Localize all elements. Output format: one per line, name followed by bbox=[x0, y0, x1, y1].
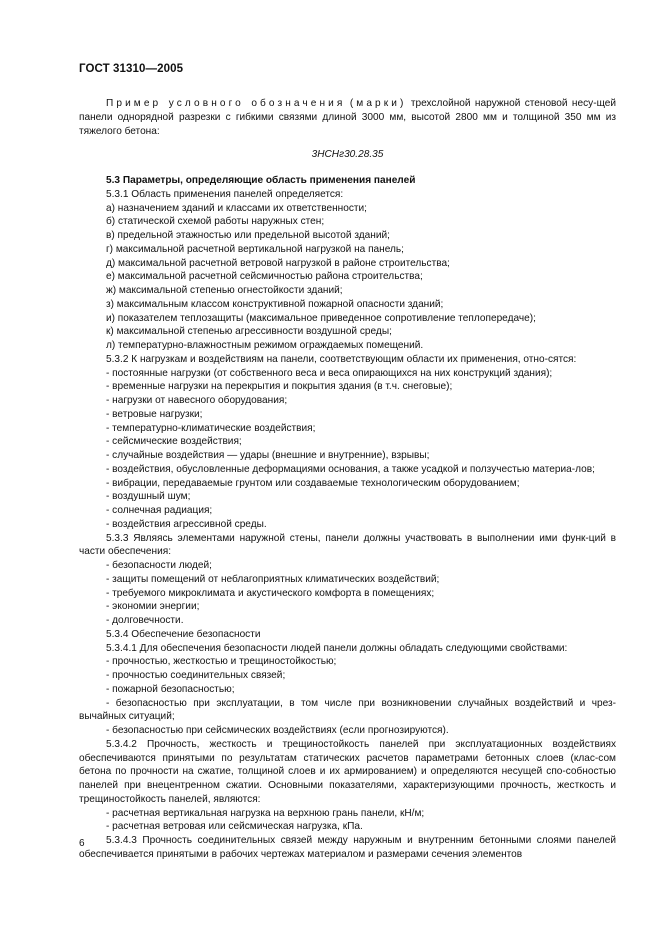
list-item: л) температурно-влажностным режимом ограждаемых помещений. bbox=[106, 340, 424, 351]
list-item: - расчетная ветровая или сейсмическая нагрузка, кПа. bbox=[106, 821, 363, 833]
list-safety bbox=[79, 655, 616, 738]
example-label: Пример условного обозначения bbox=[106, 98, 346, 109]
list-item: - нагрузки от навесного оборудования; bbox=[106, 395, 288, 406]
list-item: - температурно-климатические воздействия; bbox=[106, 422, 316, 434]
list-item: - безопасности людей; bbox=[106, 560, 212, 571]
list-item: - вибрации, передаваемые грунтом или создаваемые технологическим оборудованием; bbox=[106, 477, 520, 489]
list-item: з) максимальным классом конструктивной пожарной опасности зданий; bbox=[106, 298, 444, 310]
list-item: - воздушный шум; bbox=[106, 491, 191, 503]
list-item: - расчетная вертикальная нагрузка на верхнюю грань панели, кН/м; bbox=[106, 807, 425, 819]
list-loads bbox=[79, 367, 616, 532]
example-label-2: (марки) bbox=[349, 98, 407, 109]
list-item: - прочностью, жесткостью и трещиностойкостью; bbox=[106, 656, 337, 668]
clause-5-3-2: 5.3.2 К нагрузкам и воздействиям на панели, соответствующим области их применения, отно-сятся: bbox=[106, 353, 577, 365]
list-item: и) показателем теплозащиты (максимальное приведенное сопротивление теплопередаче); bbox=[106, 312, 536, 324]
list-item: - случайные воздействия — удары (внешние и внутренние), взрывы; bbox=[106, 450, 430, 461]
list-item: - долговечности. bbox=[106, 615, 184, 626]
list-item: а) назначением зданий и классами их ответственности; bbox=[106, 202, 367, 214]
list-indicators bbox=[79, 807, 616, 835]
list-item: - прочностью соединительных связей; bbox=[106, 670, 286, 681]
page-number: 6 bbox=[79, 838, 85, 849]
clause-5-3-4-2: 5.3.4.2 Прочность, жесткость и трещиностойкость панелей при эксплуатационных воздействиях обеспечиваются принятыми по результатам статических расчетов параметрами бетонных слоев (клас-сом бетона по прочности на сжатие, толщиной слоев и их армированием) и определяются несущей спо-собностью панелей при внецентренном сжатии. Основными показателями, характеризующими прочность, жесткость и трещиностойкость панелей, являются: bbox=[79, 738, 616, 805]
list-item: д) максимальной расчетной ветровой нагрузкой в районе строительства; bbox=[106, 257, 450, 269]
clause-5-3-3: 5.3.3 Являясь элементами наружной стены, панели должны участвовать в выполнении ими функ-ций в части обеспечения: bbox=[79, 532, 616, 558]
list-item: - требуемого микроклимата и акустического комфорта в помещениях; bbox=[106, 587, 435, 599]
list-item: в) предельной этажностью или предельной высотой зданий; bbox=[106, 230, 390, 241]
list-item: г) максимальной расчетной вертикальной нагрузкой на панель; bbox=[106, 243, 404, 255]
document-header: ГОСТ 31310—2005 bbox=[79, 63, 184, 75]
list-item: к) максимальной степенью агрессивности воздушной среды; bbox=[106, 326, 392, 338]
list-item: - ветровые нагрузки; bbox=[106, 408, 203, 420]
list-item: - сейсмические воздействия; bbox=[106, 436, 242, 448]
list-item: - постоянные нагрузки (от собственного веса и веса опирающихся на них конструкций здания); bbox=[106, 367, 553, 379]
list-item: - защиты помещений от неблагоприятных климатических воздействий; bbox=[106, 573, 440, 585]
list-item: - воздействия агрессивной среды. bbox=[106, 518, 267, 530]
section-heading: 5.3 Параметры, определяющие область применения панелей bbox=[106, 175, 416, 186]
list-item: - воздействия, обусловленные деформациями основания, а также усадкой и ползучестью материа-лов; bbox=[106, 463, 595, 475]
list-item: - пожарной безопасностью; bbox=[106, 683, 235, 695]
clause-5-3-4-1: 5.3.4.1 Для обеспечения безопасности людей панели должны обладать следующими свойствами: bbox=[106, 642, 568, 654]
list-item: е) максимальной расчетной сейсмичностью района строительства; bbox=[106, 271, 423, 283]
list-item: - солнечная радиация; bbox=[106, 505, 213, 516]
designation: 3НСНг30.28.35 bbox=[311, 149, 384, 161]
list-item: - безопасностью при эксплуатации, в том числе при возникновении случайных воздействий и чрез-вычайных ситуаций; bbox=[79, 697, 616, 723]
page-body bbox=[79, 97, 616, 862]
clause-5-3-4: 5.3.4 Обеспечение безопасности bbox=[106, 628, 261, 640]
list-scope bbox=[79, 202, 616, 353]
clause-5-3-4-3: 5.3.4.3 Прочность соединительных связей между наружным и внутренним бетонными слоями панелей обеспечивается принятыми в рабочих чертежах материалом и размерами сечения элементов bbox=[79, 835, 616, 860]
list-item: - временные нагрузки на перекрытия и покрытия здания (в т.ч. снеговые); bbox=[106, 381, 453, 393]
list-item: - экономии энергии; bbox=[106, 601, 200, 613]
clause-5-3-1: 5.3.1 Область применения панелей определяется: bbox=[106, 188, 344, 200]
example-text: трехслойной наружной стеновой несу-щей панели однорядной разрезки с гибкими связями длиной 3000 мм, высотой 2800 мм и толщиной 350 мм из тяжелого бетона: bbox=[79, 98, 617, 137]
list-item: ж) максимальной степенью огнестойкости зданий; bbox=[106, 285, 343, 296]
list-item: б) статической схемой работы наружных стен; bbox=[106, 216, 325, 228]
list-item: - безопасностью при сейсмических воздействиях (если прогнозируются). bbox=[106, 725, 449, 736]
example-paragraph bbox=[79, 97, 616, 138]
list-functions bbox=[79, 559, 616, 628]
